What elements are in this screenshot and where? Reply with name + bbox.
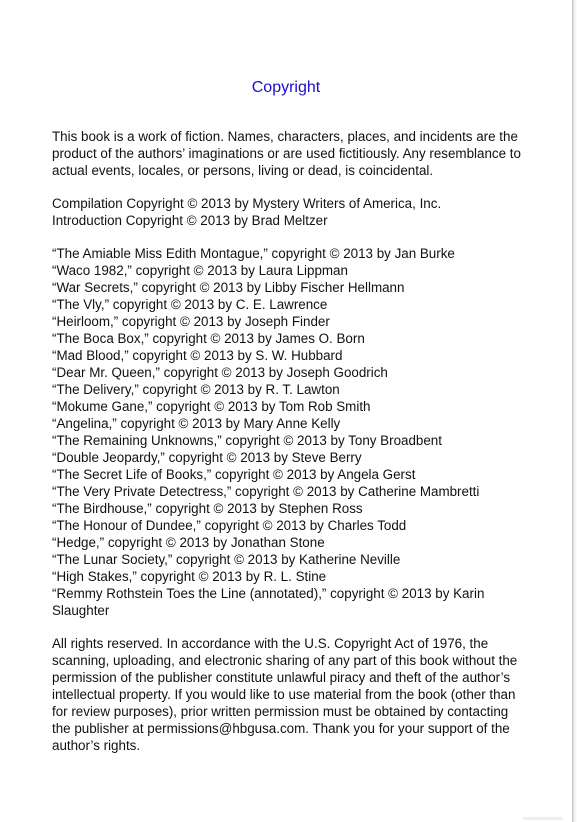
- story-copyright-line: “Hedge,” copyright © 2013 by Jonathan Stone: [52, 535, 325, 550]
- story-copyright-line: “Dear Mr. Queen,” copyright © 2013 by Joseph Goodrich: [52, 365, 388, 380]
- story-copyright-line: “High Stakes,” copyright © 2013 by R. L. Stine: [52, 569, 327, 584]
- story-copyright-line: “Remmy Rothstein Toes the Line (annotated),” copyright © 2013 by Karin Slaughter: [52, 586, 485, 618]
- rights-notice: All rights reserved. In accordance with the U.S. Copyright Act of 1976, the scanning, uploading, and electronic sharing of any part of this book without the permission of the publisher constitute unlawful piracy and theft of the author’s intellectual property. If you would like to use material from the book (other than for review purposes), prior written permission must be obtained by contacting the publisher at permissions@hbgusa.com. Thank you for your support of the author’s rights.: [52, 636, 518, 753]
- page-footer-mark: [523, 817, 563, 820]
- compilation-copyrights: [52, 195, 522, 229]
- story-copyright-line: “Mokume Gane,” copyright © 2013 by Tom Rob Smith: [52, 399, 371, 414]
- story-copyright-line: “War Secrets,” copyright © 2013 by Libby Fischer Hellmann: [52, 280, 405, 295]
- story-copyright-line: “The Honour of Dundee,” copyright © 2013 by Charles Todd: [52, 518, 407, 533]
- story-copyright-line: “The Lunar Society,” copyright © 2013 by Katherine Neville: [52, 552, 401, 567]
- story-copyright-line: “The Secret Life of Books,” copyright © 2013 by Angela Gerst: [52, 467, 416, 482]
- story-copyright-line: “Double Jeopardy,” copyright © 2013 by Steve Berry: [52, 450, 362, 465]
- story-copyright-line: “The Very Private Detectress,” copyright © 2013 by Catherine Mambretti: [52, 484, 480, 499]
- story-copyright-line: “Angelina,” copyright © 2013 by Mary Anne Kelly: [52, 416, 341, 431]
- page-title-link[interactable]: Copyright: [251, 79, 321, 96]
- story-copyright-line: “The Remaining Unknowns,” copyright © 2013 by Tony Broadbent: [52, 433, 442, 448]
- story-copyright-line: “The Delivery,” copyright © 2013 by R. T. Lawton: [52, 382, 340, 397]
- compilation-line: Introduction Copyright © 2013 by Brad Meltzer: [52, 213, 328, 228]
- copyright-content: [52, 128, 522, 770]
- story-copyright-line: “The Boca Box,” copyright © 2013 by James O. Born: [52, 331, 365, 346]
- page-edge: [572, 0, 577, 822]
- story-copyright-line: “Mad Blood,” copyright © 2013 by S. W. Hubbard: [52, 348, 343, 363]
- story-copyright-list: [52, 245, 522, 619]
- story-copyright-line: “Waco 1982,” copyright © 2013 by Laura Lippman: [52, 263, 348, 278]
- story-copyright-line: “The Birdhouse,” copyright © 2013 by Stephen Ross: [52, 501, 363, 516]
- story-copyright-line: “The Vly,” copyright © 2013 by C. E. Lawrence: [52, 297, 328, 312]
- compilation-line: Compilation Copyright © 2013 by Mystery Writers of America, Inc.: [52, 196, 442, 211]
- story-copyright-line: “The Amiable Miss Edith Montague,” copyright © 2013 by Jan Burke: [52, 246, 455, 261]
- fiction-disclaimer: This book is a work of fiction. Names, characters, places, and incidents are the product of the authors’ imaginations or are used fictitiously. Any resemblance to actual events, locales, or persons, living or dead, is coincidental.: [52, 129, 521, 178]
- story-copyright-line: “Heirloom,” copyright © 2013 by Joseph Finder: [52, 314, 330, 329]
